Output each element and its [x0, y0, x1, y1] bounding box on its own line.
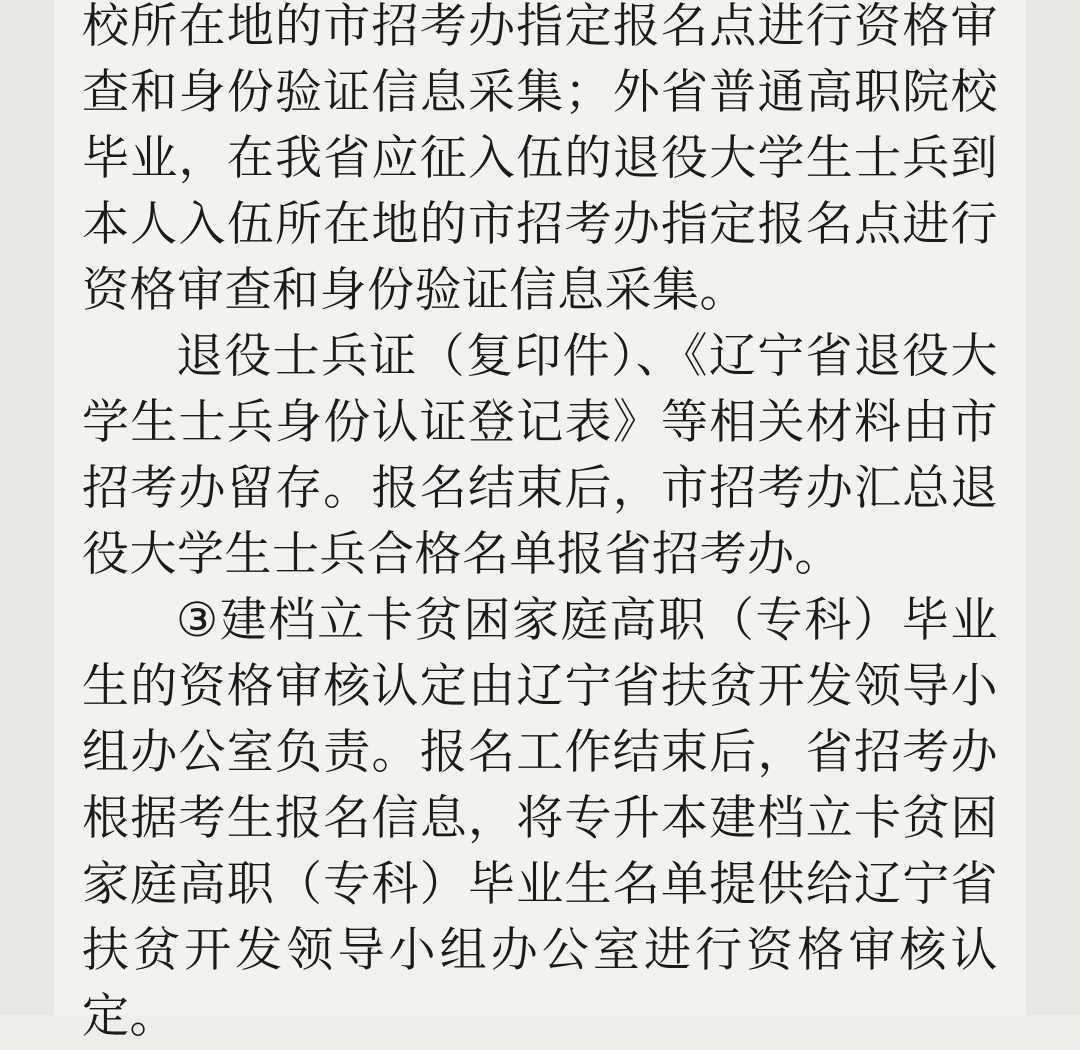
paragraph-poverty-alleviation-qualification: ③建档立卡贫困家庭高职（专科）毕业生的资格审核认定由辽宁省扶贫开发领导小组办公室负责。报名工作结束后，省招考办根据考生报名信息，将专升本建档立卡贫困家庭高职（专科）毕业生名单提供给辽宁省扶贫开发领导小组办公室进行资格审核认定。: [82, 593, 998, 1044]
paragraph-continued-military-registration: 校所在地的市招考办指定报名点进行资格审查和身份验证信息采集；外省普通高职院校毕业，在我省应征入伍的退役大学生士兵到本人入伍所在地的市招考办指定报名点进行资格审查和身份验证信息采集。: [82, 0, 998, 318]
paragraph-veteran-certificate-materials: 退役士兵证（复印件）、《辽宁省退役大学生士兵身份认证登记表》等相关材料由市招考办留存。报名结束后，市招考办汇总退役大学生士兵合格名单报省招考办。: [82, 329, 998, 582]
page-right-margin: [1026, 0, 1080, 1015]
document-text-column: [54, 0, 1026, 1044]
page-left-margin: [0, 0, 54, 1015]
